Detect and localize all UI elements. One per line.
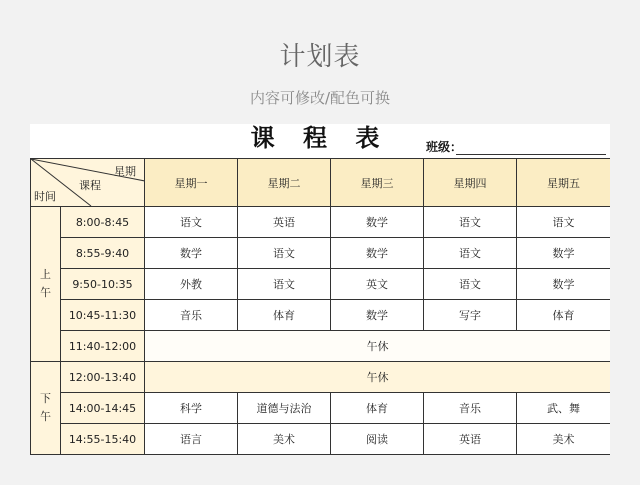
course-label: 课程 <box>79 179 101 192</box>
diagonal-header-cell <box>31 159 145 207</box>
page-title: 计划表 <box>279 42 361 72</box>
course-cell[interactable]: 写字 <box>424 300 517 331</box>
course-cell[interactable]: 道德与法治 <box>238 393 331 424</box>
schedule-table <box>30 158 610 455</box>
course-cell[interactable]: 英文 <box>331 269 424 300</box>
table-row <box>31 362 611 393</box>
page-subtitle: 内容可修改/配色可换 <box>249 89 391 107</box>
day-header: 星期一 <box>145 159 238 207</box>
day-header: 星期三 <box>331 159 424 207</box>
time-cell: 9:50-10:35 <box>61 269 145 300</box>
day-header: 星期二 <box>238 159 331 207</box>
time-cell: 12:00-13:40 <box>61 362 145 393</box>
time-cell: 14:55-15:40 <box>61 424 145 455</box>
time-cell: 14:00-14:45 <box>61 393 145 424</box>
course-cell[interactable]: 语文 <box>517 207 611 238</box>
time-cell: 11:40-12:00 <box>61 331 145 362</box>
course-cell[interactable]: 外教 <box>145 269 238 300</box>
course-cell[interactable]: 语文 <box>238 238 331 269</box>
time-label: 时间 <box>34 190 56 203</box>
time-cell: 8:00-8:45 <box>61 207 145 238</box>
course-cell[interactable]: 数学 <box>145 238 238 269</box>
course-cell[interactable]: 体育 <box>517 300 611 331</box>
week-label: 星期 <box>114 165 136 178</box>
table-row <box>31 238 611 269</box>
course-cell[interactable]: 科学 <box>145 393 238 424</box>
course-cell[interactable]: 体育 <box>331 393 424 424</box>
table-row <box>31 331 611 362</box>
course-cell[interactable]: 英语 <box>424 424 517 455</box>
course-cell[interactable]: 武、舞 <box>517 393 611 424</box>
break-cell[interactable]: 午休 <box>145 331 611 362</box>
course-cell[interactable]: 语文 <box>424 207 517 238</box>
sheet-title: 课 程 表 <box>250 124 390 152</box>
day-header: 星期四 <box>424 159 517 207</box>
course-cell[interactable]: 数学 <box>331 300 424 331</box>
course-cell[interactable]: 语言 <box>145 424 238 455</box>
day-header: 星期五 <box>517 159 611 207</box>
class-label: 班级： <box>426 140 463 154</box>
course-cell[interactable]: 美术 <box>517 424 611 455</box>
time-cell: 10:45-11:30 <box>61 300 145 331</box>
course-cell[interactable]: 音乐 <box>145 300 238 331</box>
break-cell[interactable]: 午休 <box>145 362 611 393</box>
course-cell[interactable]: 语文 <box>238 269 331 300</box>
table-row <box>31 393 611 424</box>
course-cell[interactable]: 数学 <box>331 207 424 238</box>
course-cell[interactable]: 音乐 <box>424 393 517 424</box>
session-afternoon <box>31 362 61 455</box>
schedule-sheet <box>30 124 610 455</box>
header-row <box>31 159 611 207</box>
course-cell[interactable]: 美术 <box>238 424 331 455</box>
session-afternoon-label: 下午 <box>40 392 51 423</box>
course-cell[interactable]: 英语 <box>238 207 331 238</box>
table-row <box>31 269 611 300</box>
time-cell: 8:55-9:40 <box>61 238 145 269</box>
course-cell[interactable]: 数学 <box>517 238 611 269</box>
course-cell[interactable]: 体育 <box>238 300 331 331</box>
course-cell[interactable]: 阅读 <box>331 424 424 455</box>
session-morning <box>31 207 61 362</box>
course-cell[interactable]: 语文 <box>145 207 238 238</box>
session-morning-label: 上午 <box>40 268 51 299</box>
course-cell[interactable]: 数学 <box>331 238 424 269</box>
class-input-line[interactable] <box>456 154 606 155</box>
table-row <box>31 207 611 238</box>
course-cell[interactable]: 数学 <box>517 269 611 300</box>
table-row <box>31 424 611 455</box>
course-cell[interactable]: 语文 <box>424 238 517 269</box>
course-cell[interactable]: 语文 <box>424 269 517 300</box>
table-row <box>31 300 611 331</box>
